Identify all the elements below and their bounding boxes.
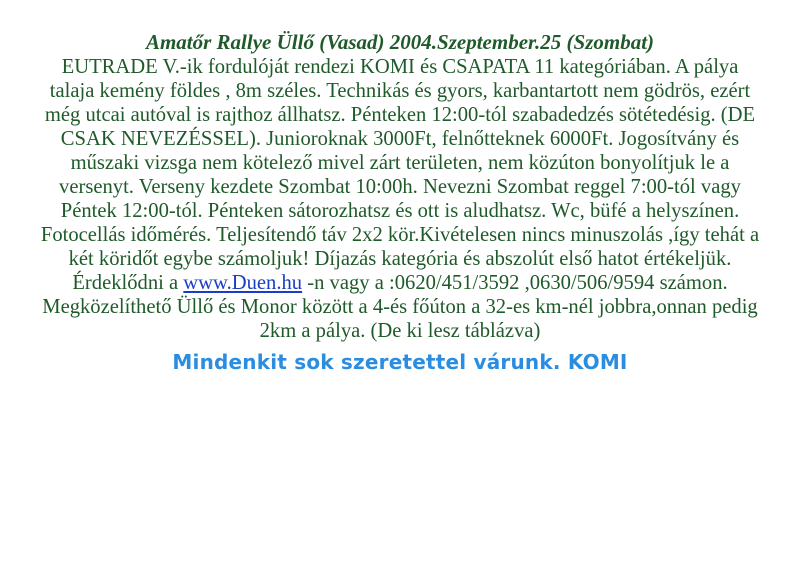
website-link[interactable]: www.Duen.hu <box>183 272 303 294</box>
flyer-title: Amatőr Rallye Üllő (Vasad) 2004.Szeptember.25 (Szombat) <box>145 30 655 54</box>
flyer-body <box>38 55 762 343</box>
body-text-before-link: EUTRADE V.-ik fordulóját rendezi KOMI és CSAPATA 11 kategóriában. A pálya talaja kemény földes , 8m széles. Technikás és gyors, karbantartott nem gödrös, ezért még utcai autóval is rajthoz állhatsz. Pénteken 12:00-tól szabadedzés sötétedésig. (DE CSAK NEVEZÉSSEL). Junioroknak 3000Ft, felnőtteknek 6000Ft. Jogosítvány és műszaki vizsga nem kötelező mivel zárt területen, nem közúton bonyolítjuk le a versenyt. Verseny kezdete Szombat 10:00h. Nevezni Szombat reggel 7:00-tól vagy Péntek 12:00-tól. Pénteken sátorozhatsz és ott is aludhatsz. Wc, büfé a helyszínen. Fotocellás időmérés. Teljesítendő táv 2x2 kör.Kivételesen nincs minuszolás ,így tehát a két köridőt egybe számoljuk! Díjazás kategória és abszolút első hatot értékeljük. Érdeklődni a <box>40 56 760 294</box>
event-flyer <box>38 30 762 375</box>
closing-line: Mindenkit sok szeretettel várunk. KOMI <box>172 350 628 374</box>
body-text-after-link: -n vagy a :0620/451/3592 ,0630/506/9594 számon. Megközelíthető Üllő és Monor között a 4-és főúton a 32-es km-nél jobbra,onnan pedig 2km a pálya. (De ki lesz táblázva) <box>42 272 758 342</box>
